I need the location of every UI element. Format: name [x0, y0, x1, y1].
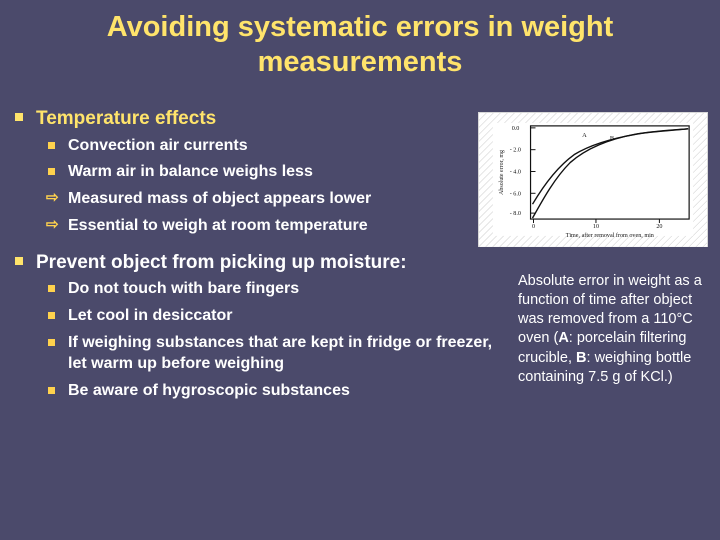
bullet-list-level1	[12, 106, 512, 401]
square-bullet-icon	[48, 312, 55, 319]
svg-text:- 2.0: - 2.0	[509, 147, 521, 154]
svg-text:0: 0	[531, 223, 536, 230]
caption-series-b: B	[576, 349, 587, 366]
square-bullet-icon	[48, 168, 55, 175]
list-item	[12, 306, 512, 327]
list-item	[12, 333, 512, 375]
absolute-error-line-chart	[479, 113, 707, 247]
square-bullet-icon	[15, 257, 23, 265]
spacer	[12, 243, 512, 250]
list-item	[12, 381, 512, 402]
arrow-bullet-icon: ⇨	[46, 216, 59, 234]
svg-text:- 6.0: - 6.0	[509, 191, 521, 198]
slide-body	[12, 106, 512, 407]
arrow-bullet-icon: ⇨	[46, 189, 59, 207]
svg-text:- 4.0: - 4.0	[509, 169, 521, 176]
bullet-temperature-effects	[12, 106, 512, 132]
series-label-b: B	[609, 134, 615, 142]
list-item	[12, 162, 512, 183]
list-item-label: Convection air currents	[68, 136, 248, 154]
square-bullet-icon	[48, 142, 55, 149]
svg-text:10: 10	[592, 223, 600, 230]
svg-text:- 8.0: - 8.0	[509, 211, 521, 218]
svg-text:Absolute error, mg: Absolute error, mg	[498, 150, 505, 195]
sublist-prevent-moisture	[12, 279, 512, 401]
list-item	[12, 216, 512, 237]
list-item	[12, 136, 512, 157]
caption-part-2: : porcelain filtering crucible,	[518, 330, 687, 366]
caption-series-a: A	[558, 330, 569, 347]
list-item-label: Do not touch with bare fingers	[68, 280, 300, 298]
caption-part-3: : weighing bottle containing 7.5 g of KCl.)	[518, 349, 692, 385]
square-bullet-icon	[15, 113, 23, 121]
svg-text:20: 20	[656, 223, 663, 230]
svg-text:0.0: 0.0	[511, 125, 520, 132]
square-bullet-icon	[48, 285, 55, 292]
list-item-label: If weighing substances that are kept in fridge or freezer, let warm up before weighing	[68, 334, 493, 372]
square-bullet-icon	[48, 339, 55, 346]
list-item-label: Be aware of hygroscopic substances	[68, 381, 350, 399]
caption-part-1: Absolute error in weight as a function of time after object was removed from a 110°C oven (	[518, 273, 702, 347]
chart-figure	[478, 112, 708, 247]
page-title: Avoiding systematic errors in weight measurements	[106, 11, 614, 78]
list-item-label: Warm air in balance weighs less	[68, 163, 313, 181]
svg-text:Time, after removal from oven,: Time, after removal from oven, min	[565, 232, 654, 239]
figure-caption	[518, 272, 714, 387]
bullet-label: Prevent object from picking up moisture:	[36, 251, 407, 273]
list-item	[12, 279, 512, 300]
sublist-temperature-effects	[12, 136, 512, 237]
list-item	[12, 189, 512, 210]
bullet-label: Temperature effects	[36, 108, 217, 129]
list-item-label: Let cool in desiccator	[68, 307, 233, 325]
bullet-prevent-moisture	[12, 250, 512, 276]
list-item-label: Essential to weigh at room temperature	[68, 217, 368, 235]
list-item-label: Measured mass of object appears lower	[68, 190, 372, 208]
square-bullet-icon	[48, 387, 55, 394]
series-label-a: A	[582, 131, 587, 139]
